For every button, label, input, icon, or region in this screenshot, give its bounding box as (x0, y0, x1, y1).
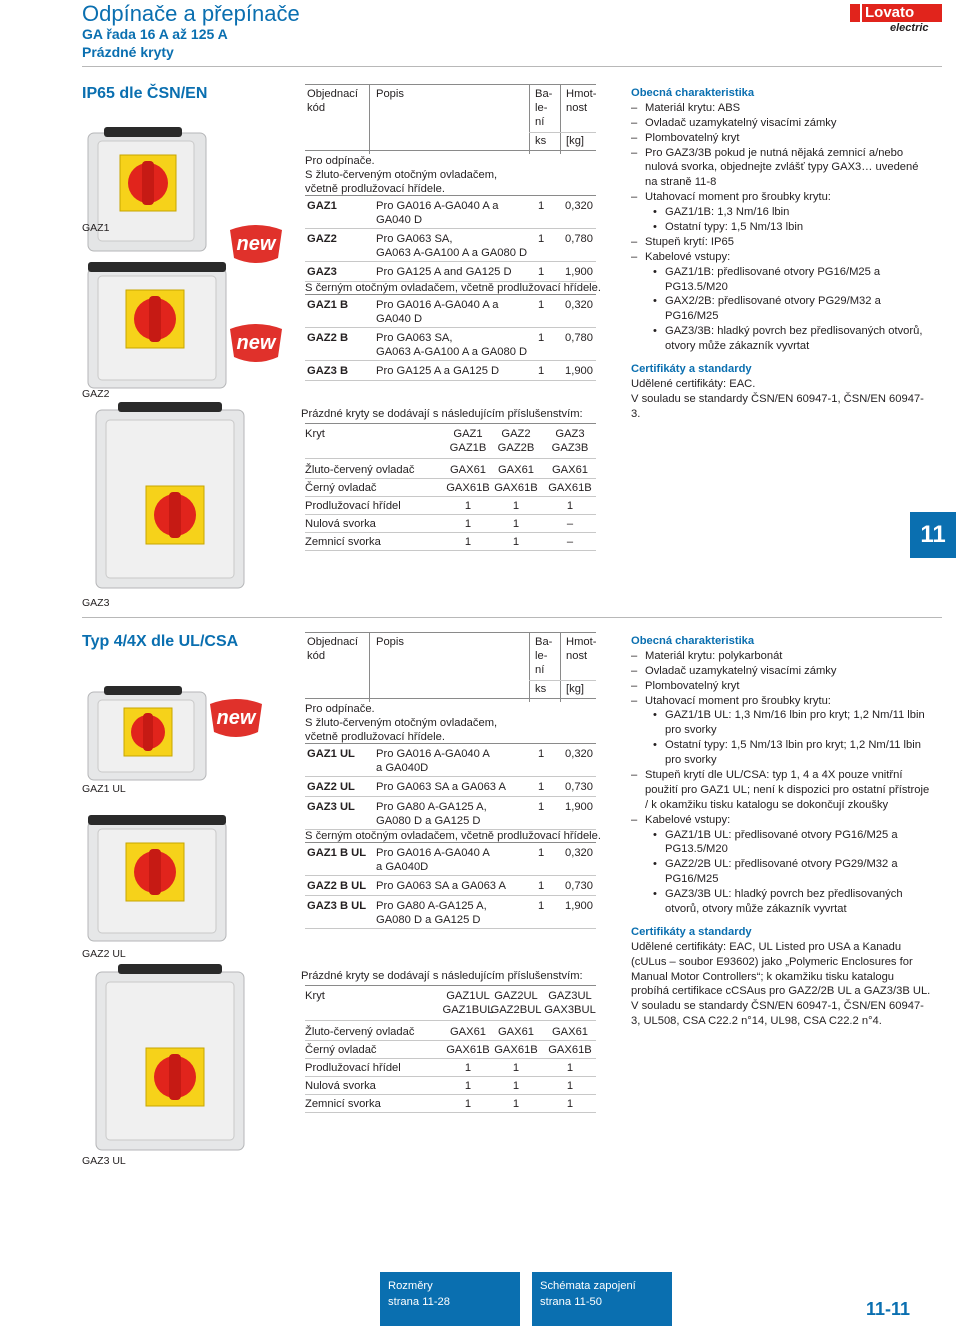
acc-row-value: – (566, 536, 574, 548)
char-subitem: • GAZ3/3B UL: hladký povrch bez předlisovaných otvorů, otvory může zákazník vyvrtat (631, 887, 931, 917)
char-paragraph: Udělené certifikáty: EAC. (631, 377, 756, 390)
acc-head-type: GAZ1BUL (442, 1004, 494, 1016)
char-subitem: • GAZ1/1B: předlisované otvory PG16/M25 a PG13.5/M20 (631, 265, 931, 295)
pack-qty: 1 (538, 781, 545, 793)
order-code: GAZ2 B UL (307, 880, 367, 892)
acc-row-value: GAX61B (548, 482, 592, 494)
page-number: 11-11 (866, 1299, 911, 1319)
row-description: Pro GA016 A-GA040 A a (376, 299, 499, 311)
pack-qty: 1 (538, 880, 545, 892)
img-label-gaz1-ul: GAZ1 UL (82, 783, 126, 795)
char-item: – Plombovatelný kryt (631, 679, 931, 694)
row-divider (305, 550, 596, 551)
col-head-weight: Hmot- (566, 636, 597, 648)
row-divider (305, 360, 596, 361)
acc-head-type: GAZ1UL (446, 990, 490, 1002)
acc-row-value: GAX61B (548, 1044, 592, 1056)
weight-value: 0,780 (565, 233, 593, 245)
weight-value: 0,320 (565, 748, 593, 760)
acc-row-value: 1 (464, 1098, 472, 1110)
char-heading: Certifikáty a standardy (631, 363, 752, 376)
row-description: a GA040D (376, 762, 429, 774)
acc-row-value: GAX61B (446, 1044, 490, 1056)
page-title: Odpínače a přepínače (82, 1, 300, 26)
char-item: – Utahovací moment pro šroubky krytu: (631, 694, 931, 709)
order-code: GAZ3 B UL (307, 900, 367, 912)
char-item: – Plombovatelný kryt (631, 131, 931, 146)
row-description: Pro GA80 A-GA125 A, (376, 801, 487, 813)
char-item: – Stupeň krytí: IP65 (631, 235, 931, 250)
order-code: GAZ1 UL (307, 748, 355, 760)
char-item: – Materiál krytu: polykarbonát (631, 649, 931, 664)
acc-row-value: GAX61 (449, 1026, 487, 1038)
row-divider (305, 380, 596, 381)
char-subitem: • GAZ1/1B: 1,3 Nm/16 lbin (631, 205, 931, 220)
acc-row-value: 1 (566, 1080, 574, 1092)
group-label: Pro odpínače. (305, 155, 375, 167)
acc-row-value: GAX61B (446, 482, 490, 494)
new-badge-icon (206, 696, 266, 740)
char-heading: Obecná charakteristika (631, 635, 755, 647)
order-code: GAZ2 UL (307, 781, 355, 793)
weight-value: 0,320 (565, 847, 593, 859)
img-label-gaz2: GAZ2 (82, 388, 110, 400)
acc-head-type: GAZ3B (551, 442, 589, 454)
gaz2-ul-enclosure-image (84, 815, 234, 945)
row-divider (305, 458, 596, 459)
svg-text:new: new (236, 332, 276, 354)
row-description: Pro GA016 A-GA040 A (376, 748, 490, 760)
acc-row-value: 1 (512, 518, 520, 530)
row-description: Pro GA063 SA a GA063 A (376, 880, 506, 892)
acc-row-label: Zemnicí svorka (305, 536, 381, 548)
gaz2-enclosure-image (84, 262, 234, 392)
row-description: Pro GA063 SA a GA063 A (376, 781, 506, 793)
row-description: GA063 A-GA100 A a GA080 D (376, 247, 528, 259)
char-paragraph: Udělené certifikáty: EAC, UL Listed pro USA a Kanadu (cULus – soubor E93602) jako „Polymeric Enclosures for Manual Motor Controllers“; k okamžiku tisku katalogu probíhá certifikace cCSAus pro GAZ2/2B UL a GAZ3/3B UL. (631, 940, 931, 998)
pack-qty: 1 (538, 900, 545, 912)
pack-qty: 1 (538, 748, 545, 760)
order-code: GAZ2 (307, 233, 337, 245)
weight-value: 0,780 (565, 332, 593, 344)
char-item: – Kabelové vstupy: (631, 250, 931, 265)
row-description: Pro GA125 A a GA125 D (376, 365, 500, 377)
pack-qty: 1 (538, 299, 545, 311)
acc-head-type: GAZ3 (555, 428, 585, 440)
col-head-desc: Popis (376, 88, 404, 100)
acc-row-value: GAX61 (497, 464, 535, 476)
img-label-gaz3: GAZ3 (82, 597, 110, 609)
order-code: GAZ3 UL (307, 801, 355, 813)
pack-qty: 1 (538, 847, 545, 859)
row-divider (305, 1076, 596, 1077)
section-heading-ip65: IP65 dle ČSN/EN (82, 85, 208, 102)
char-heading: Certifikáty a standardy (631, 925, 752, 938)
acc-row-value: 1 (464, 518, 472, 530)
header-rule (82, 66, 942, 67)
order-code: GAZ3 B (307, 365, 349, 377)
char-subitem: • Ostatní typy: 1,5 Nm/13 lbin (631, 220, 931, 235)
acc-head-label: Kryt (305, 428, 325, 440)
char-subitem: • GAZ1/1B UL: předlisované otvory PG16/M25 a PG13.5/M20 (631, 828, 931, 858)
group-label: Pro odpínače. (305, 703, 375, 715)
row-divider (305, 796, 596, 797)
acc-row-value: GAX61 (551, 464, 589, 476)
acc-row-value: 1 (512, 1062, 520, 1074)
col-head-desc: Popis (376, 636, 404, 648)
row-description: Pro GA125 A and GA125 D (376, 266, 512, 278)
row-divider (305, 1020, 596, 1021)
acc-row-value: – (566, 518, 574, 530)
pack-qty: 1 (538, 801, 545, 813)
char-item: – Pro GAZ3/3B pokud je nutná nějaká zemnicí a/nebo nulová svorka, objednejte zvlášť typy GAX3… uvedené na straně 11-8 (631, 146, 931, 191)
group-label: S černým otočným ovladačem, včetně prodlužovací hřídele. (305, 282, 601, 294)
spacer (631, 917, 931, 925)
col-head-pack: Ba- (535, 636, 553, 648)
acc-row-value: GAX61 (551, 1026, 589, 1038)
char-item: – Materiál krytu: ABS (631, 101, 931, 116)
acc-row-label: Žluto-červený ovladač (305, 1026, 415, 1038)
acc-row-value: 1 (566, 500, 574, 512)
acc-head-type: GAZ2BUL (490, 1004, 542, 1016)
row-divider (305, 496, 596, 497)
row-description: Pro GA063 SA, (376, 332, 453, 344)
gaz1-ul-enclosure-image (84, 686, 212, 782)
char-paragraph: V souladu se standardy ČSN/EN 60947-1, ČSN/EN 60947-3. (631, 392, 924, 420)
acc-row-value: 1 (512, 536, 520, 548)
acc-head-type: GAZ2UL (494, 990, 538, 1002)
img-label-gaz3-ul: GAZ3 UL (82, 1155, 126, 1167)
row-description: Pro GA016 A-GA040 A (376, 847, 490, 859)
acc-row-value: 1 (464, 1062, 472, 1074)
new-badge-icon (226, 222, 286, 266)
acc-row-value: 1 (464, 500, 472, 512)
section-heading-ul: Typ 4/4X dle UL/CSA (82, 633, 239, 650)
row-divider (305, 327, 596, 328)
svg-text:new: new (216, 707, 256, 729)
order-code: GAZ1 B (307, 299, 349, 311)
gaz3-ul-enclosure-image (90, 962, 250, 1154)
weight-value: 1,900 (565, 266, 593, 278)
row-divider (305, 1112, 596, 1113)
row-description: GA040 D (376, 313, 423, 325)
row-divider (305, 875, 596, 876)
char-subitem: • GAZ2/2B UL: předlisované otvory PG29/M32 a PG16/M25 (631, 857, 931, 887)
img-label-gaz1: GAZ1 (82, 222, 110, 234)
acc-row-label: Žluto-červený ovladač (305, 464, 415, 476)
char-heading: Obecná charakteristika (631, 87, 755, 99)
acc-row-value: GAX61 (497, 1026, 535, 1038)
acc-row-label: Prodlužovací hřídel (305, 1062, 401, 1074)
row-divider (305, 228, 596, 229)
row-description: Pro GA016 A-GA040 A a (376, 200, 499, 212)
footer-dimensions-ref[interactable]: Rozměry strana 11-28 (380, 1272, 520, 1326)
acc-row-label: Nulová svorka (305, 1080, 376, 1092)
weight-value: 0,320 (565, 200, 593, 212)
pack-qty: 1 (538, 200, 545, 212)
page-subtitle-series: GA řada 16 A až 125 A (82, 26, 228, 42)
acc-row-value: 1 (464, 536, 472, 548)
acc-row-label: Nulová svorka (305, 518, 376, 530)
accessories-intro: Prázdné kryty se dodávají s následujícím příslušenstvím: (301, 970, 583, 982)
weight-value: 1,900 (565, 900, 593, 912)
acc-row-label: Černý ovladač (305, 482, 377, 494)
chapter-tab: 11 (910, 512, 956, 558)
lovato-logo: Lovato electric (850, 4, 942, 38)
row-divider (305, 261, 596, 262)
page-subtitle-enclosures: Prázdné kryty (82, 44, 174, 60)
new-badge-icon (226, 321, 286, 365)
spacer (631, 354, 931, 362)
pack-qty: 1 (538, 233, 545, 245)
section-divider (82, 617, 942, 618)
acc-head-type: GAZ1 (453, 428, 483, 440)
char-paragraph: V souladu se standardy ČSN/EN 60947-1, ČSN/EN 60947-3, UL508, CSA C22.2 n°14, UL98, CSA C22.2 n°4. (631, 1000, 924, 1028)
char-subitem: • Ostatní typy: 1,5 Nm/13 lbin pro kryt; 1,2 Nm/11 lbin pro svorky (631, 738, 931, 768)
characteristics-ip65 (631, 86, 931, 422)
acc-head-type: GAZ2 (501, 428, 531, 440)
weight-value: 0,730 (565, 880, 593, 892)
weight-value: 1,900 (565, 365, 593, 377)
char-subitem: • GAZ1/1B UL: 1,3 Nm/16 lbin pro kryt; 1,2 Nm/11 lbin pro svorky (631, 708, 931, 738)
row-divider (305, 895, 596, 896)
acc-row-value: 1 (566, 1098, 574, 1110)
row-divider (305, 776, 596, 777)
accessories-intro: Prázdné kryty se dodávají s následujícím příslušenstvím: (301, 408, 583, 420)
row-divider (305, 514, 596, 515)
acc-row-value: GAX61B (494, 1044, 538, 1056)
acc-head-type: GAX3BUL (544, 1004, 596, 1016)
row-description: GA040 D (376, 214, 423, 226)
col-head-code: Objednací (307, 88, 358, 100)
acc-head-type: GAZ3UL (548, 990, 592, 1002)
footer-wiring-ref[interactable]: Schémata zapojení strana 11-50 (532, 1272, 672, 1326)
acc-row-label: Černý ovladač (305, 1044, 377, 1056)
acc-row-value: 1 (566, 1062, 574, 1074)
characteristics-ul (631, 634, 931, 1029)
acc-row-label: Prodlužovací hřídel (305, 500, 401, 512)
gaz3-enclosure-image (90, 400, 250, 592)
group-label: S černým otočným ovladačem, včetně prodlužovací hřídele. (305, 830, 601, 842)
order-code: GAZ3 (307, 266, 337, 278)
row-description: a GA040D (376, 861, 429, 873)
row-divider (305, 532, 596, 533)
pack-qty: 1 (538, 365, 545, 377)
row-description: GA080 D a GA125 D (376, 815, 481, 827)
char-item: – Stupeň krytí dle UL/CSA: typ 1, 4 a 4X pouze vnitřní použití pro GAZ1 UL; není k dispozici pro ostatní přístroje / k okamžiku tisku katalogu se dokončují zkoušky (631, 768, 931, 813)
acc-row-value: 1 (512, 1080, 520, 1092)
img-label-gaz2-ul: GAZ2 UL (82, 948, 126, 960)
row-divider (305, 1094, 596, 1095)
row-divider (305, 478, 596, 479)
acc-head-type: GAZ1B (449, 442, 487, 454)
order-code: GAZ2 B (307, 332, 349, 344)
weight-value: 0,320 (565, 299, 593, 311)
weight-value: 1,900 (565, 801, 593, 813)
char-item: – Utahovací moment pro šroubky krytu: (631, 190, 931, 205)
acc-row-label: Zemnicí svorka (305, 1098, 381, 1110)
col-head-weight: Hmot- (566, 88, 597, 100)
row-description: GA063 A-GA100 A a GA080 D (376, 346, 528, 358)
char-subitem: • GAX2/2B: předlisované otvory PG29/M32 a PG16/M25 (631, 294, 931, 324)
row-description: GA080 D a GA125 D (376, 914, 481, 926)
acc-row-value: 1 (512, 500, 520, 512)
char-item: – Kabelové vstupy: (631, 813, 931, 828)
acc-row-value: GAX61B (494, 482, 538, 494)
col-head-pack: Ba- (535, 88, 553, 100)
row-divider (305, 1058, 596, 1059)
order-code: GAZ1 (307, 200, 337, 212)
acc-row-value: 1 (464, 1080, 472, 1092)
acc-head-label: Kryt (305, 990, 325, 1002)
row-description: Pro GA80 A-GA125 A, (376, 900, 487, 912)
char-subitem: • GAZ3/3B: hladký povrch bez předlisovaných otvorů, otvory může zákazník vyvrtat (631, 324, 931, 354)
col-head-code: Objednací (307, 636, 358, 648)
weight-value: 0,730 (565, 781, 593, 793)
char-item: – Ovladač uzamykatelný visacími zámky (631, 116, 931, 131)
acc-row-value: 1 (512, 1098, 520, 1110)
pack-qty: 1 (538, 266, 545, 278)
row-divider (305, 928, 596, 929)
order-code: GAZ1 B UL (307, 847, 367, 859)
row-description: Pro GA063 SA, (376, 233, 453, 245)
row-divider (305, 1040, 596, 1041)
char-item: – Ovladač uzamykatelný visacími zámky (631, 664, 931, 679)
svg-text:new: new (236, 233, 276, 255)
acc-row-value: GAX61 (449, 464, 487, 476)
pack-qty: 1 (538, 332, 545, 344)
acc-head-type: GAZ2B (497, 442, 535, 454)
